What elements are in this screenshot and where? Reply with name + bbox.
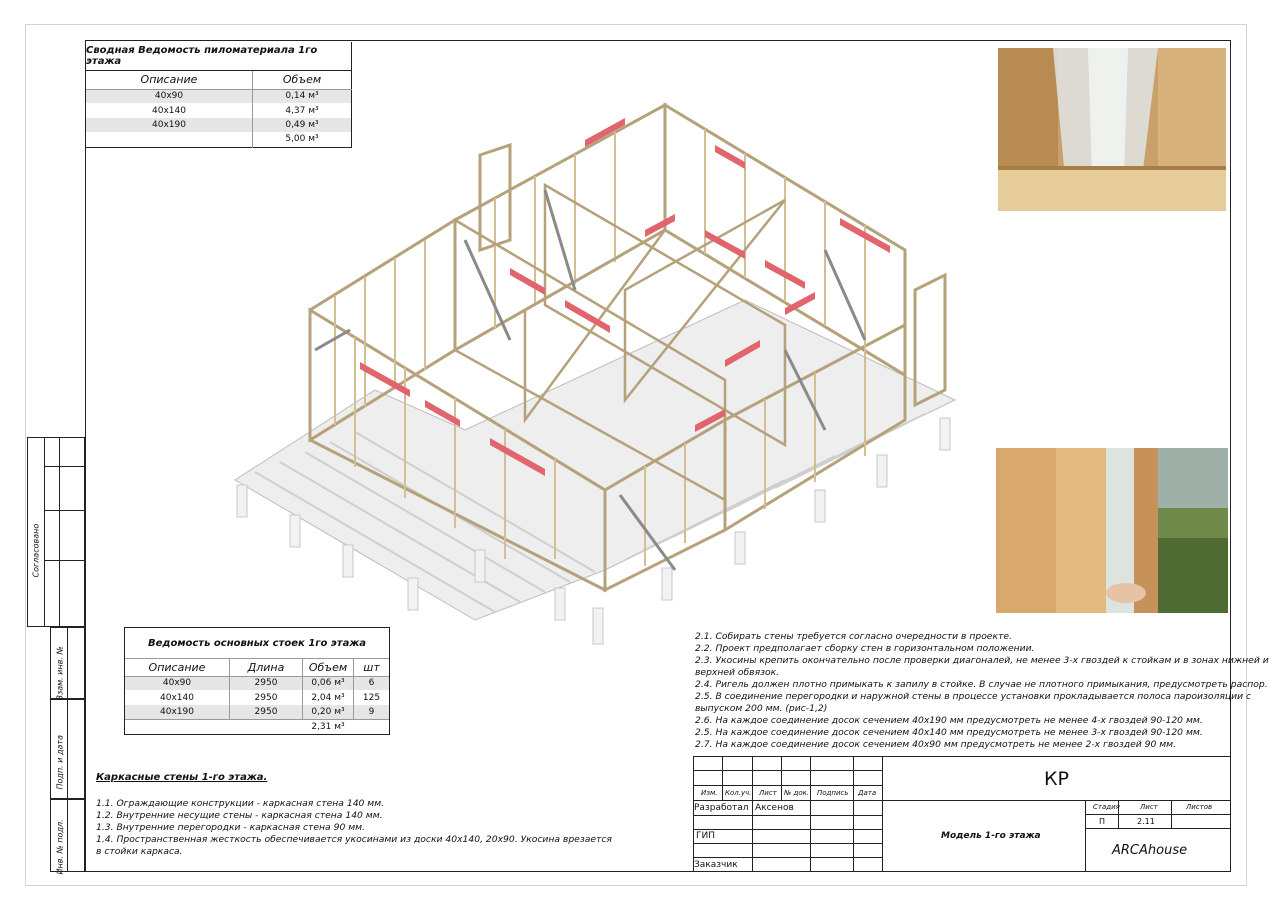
frame-model-illustration xyxy=(225,100,965,645)
instruction-line: 2.7. На каждое соединение досок сечением 40х90 мм предусмотреть не менее 2-х гвоздей 90 мм. xyxy=(695,739,1177,750)
studs-total: 2,31 м³ xyxy=(311,721,345,732)
col-sign: Подпись xyxy=(817,789,849,797)
agreed-label: Согласовано xyxy=(31,523,41,578)
studs-table xyxy=(124,627,390,735)
studs-col-desc: Описание xyxy=(125,659,230,676)
frame-walls-item: 1.1. Ограждающие конструкции - каркасная стена 140 мм. xyxy=(96,798,385,809)
studs-cell: 6 xyxy=(354,676,390,690)
col-izm: Изм. xyxy=(701,789,718,797)
instruction-line: 2.6. На каждое соединение досок сечением 40х190 мм предусмотреть не менее 4-х гвоздей 90-120 мм. xyxy=(695,715,1203,726)
studs-cell: 40x190 xyxy=(125,705,230,719)
instruction-line: 2.1. Собирать стены требуется согласно очередности в проекте. xyxy=(695,631,1012,642)
lumber-cell: 40x140 xyxy=(86,103,253,118)
studs-cell: 2950 xyxy=(230,705,303,719)
lumber-table-title: Сводная Ведомость пиломатериала 1го этажа xyxy=(86,42,352,71)
inv-orig-label: Инв. № подл. xyxy=(55,819,65,875)
frame-walls-notes xyxy=(96,772,612,858)
lumber-cell: 0,49 м³ xyxy=(253,118,352,132)
frame-walls-item: 1.4. Пространственная жесткость обеспечивается укосинами из доски 40х140, 20х90. Укосина врезается xyxy=(96,834,612,845)
lumber-col-desc: Описание xyxy=(86,71,253,89)
col-kol: Кол.уч. xyxy=(725,789,752,797)
studs-table-title: Ведомость основных стоек 1го этажа xyxy=(125,628,389,659)
lumber-cell: 40x90 xyxy=(86,89,253,103)
developed-label: Разработал xyxy=(694,803,749,813)
lumber-col-vol: Объем xyxy=(282,73,322,87)
sheets-label: Листов xyxy=(1186,803,1213,811)
col-date: Дата xyxy=(858,789,877,797)
sheet-title: Модель 1-го этажа xyxy=(941,831,1041,841)
photo-2-image xyxy=(996,448,1228,613)
client-label: Заказчик xyxy=(694,860,738,870)
studs-cell: 0,06 м³ xyxy=(303,676,354,690)
studs-cell: 40x140 xyxy=(125,690,230,705)
studs-col-qty: шт xyxy=(363,660,380,674)
gip-label: ГИП xyxy=(696,831,715,841)
photo-vapor-barrier-2 xyxy=(996,448,1228,613)
sheet-label: Лист xyxy=(1140,803,1158,811)
company-name: ARCAhouse xyxy=(1112,843,1188,858)
frame-walls-item: в стойки каркаса. xyxy=(96,846,183,857)
lumber-cell: 40x190 xyxy=(86,118,253,132)
instruction-line: 2.5. В соединение перегородки и наружной стены в процессе установки прокладывается полоса пароизоляции с xyxy=(695,691,1252,702)
frame-walls-item: 1.3. Внутренние перегородки - каркасная стена 90 мм. xyxy=(96,822,365,833)
frame-walls-item: 1.2. Внутренние несущие стены - каркасная стена 140 мм. xyxy=(96,810,383,821)
studs-cell: 2950 xyxy=(230,676,303,690)
frame-walls-title: Каркасные стены 1-го этажа. xyxy=(96,772,268,783)
col-doc: № док. xyxy=(784,789,810,797)
studs-col-vol: Объем xyxy=(303,659,354,676)
instruction-line: 2.2. Проект предполагает сборку стен в горизонтальном положении. xyxy=(695,643,1035,654)
lumber-cell: 0,14 м³ xyxy=(253,89,352,103)
instruction-line: 2.3. Укосины крепить окончательно после проверки диагоналей, не менее 3-х гвоздей к стойкам и в зонах нижней и xyxy=(695,655,1269,666)
col-list: Лист xyxy=(759,789,777,797)
studs-col-len: Длина xyxy=(230,659,303,676)
stage-label: Стадия xyxy=(1093,803,1120,811)
ref-inv-label: Взам. инв. № xyxy=(55,646,65,701)
studs-cell: 0,20 м³ xyxy=(303,705,354,719)
instruction-line: 2.4. Ригель должен плотно примыкать к запилу в стойке. В случае не плотного примыкания, предусмотреть распор. xyxy=(695,679,1268,690)
studs-cell: 40x90 xyxy=(125,676,230,690)
studs-cell: 9 xyxy=(354,705,390,719)
studs-cell: 2,04 м³ xyxy=(303,690,354,705)
sheet-value: 2.11 xyxy=(1137,817,1155,826)
photo-vapor-barrier-1 xyxy=(998,48,1226,211)
instruction-line: 2.5. На каждое соединение досок сечением 40х140 мм предусмотреть не менее 3-х гвоздей 90-120 мм. xyxy=(695,727,1203,738)
photo-1-image xyxy=(998,48,1226,211)
instruction-line: выпуском 200 мм. (рис-1,2) xyxy=(695,703,828,714)
developed-name: Аксенов xyxy=(755,803,794,813)
instruction-line: верхней обвязок. xyxy=(695,667,780,678)
sign-date-label: Подп. и дата xyxy=(55,735,65,790)
lumber-total: 5,00 м³ xyxy=(285,134,319,145)
lumber-cell: 4,37 м³ xyxy=(285,105,319,116)
stage-value: П xyxy=(1099,817,1106,826)
project-code: КР xyxy=(1044,768,1069,790)
assembly-instructions xyxy=(695,631,1269,751)
studs-cell: 125 xyxy=(362,692,381,703)
studs-cell: 2950 xyxy=(230,690,303,705)
